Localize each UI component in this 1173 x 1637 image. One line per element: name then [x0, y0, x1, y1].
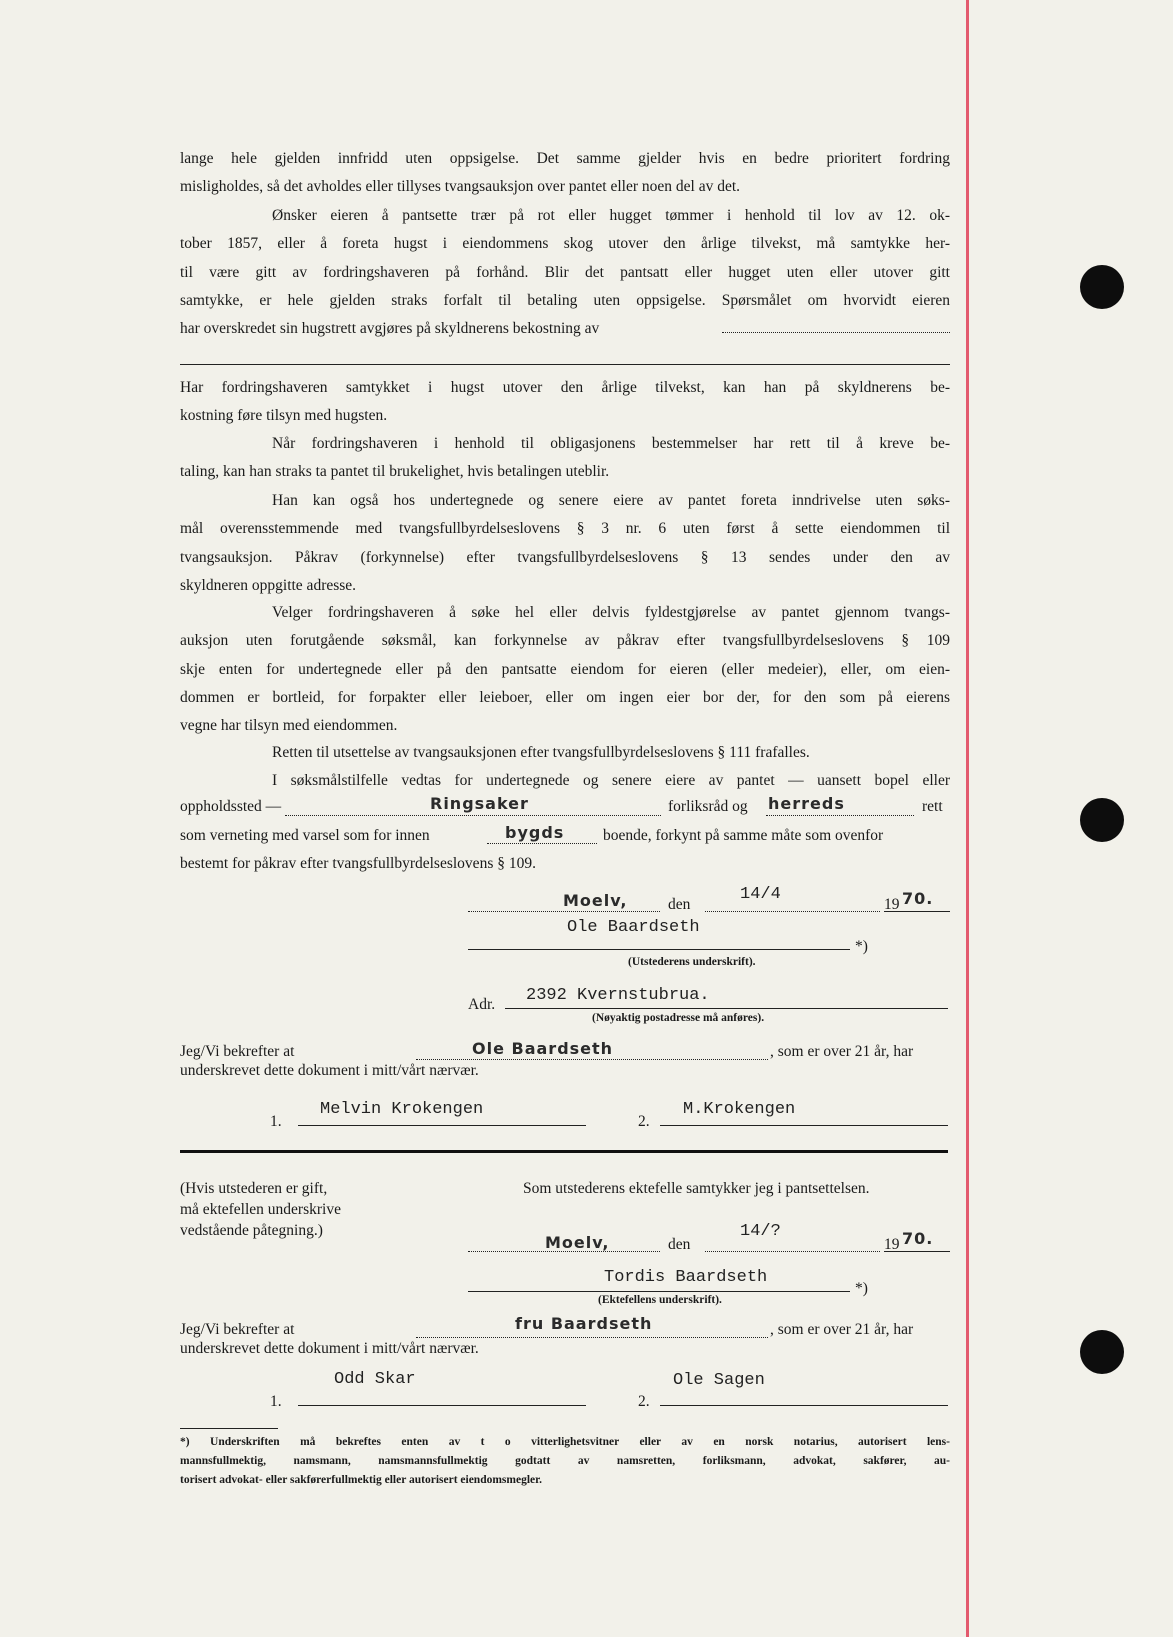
witness1-name1: Melvin Krokengen [320, 1100, 484, 1119]
venue-line2-suffix: boende, forkynt på samme måte som ovenfor [603, 827, 884, 844]
footnote-rule [180, 1428, 278, 1429]
venue-prefix: oppholdssted — [180, 798, 282, 815]
sig1-address-line [505, 1008, 948, 1009]
witness1-suffix: , som er over 21 år, har [770, 1043, 914, 1060]
text-line: Retten til utsettelse av tvangsauksjonen efter tvangsfullbyrdelseslovens § 111 frafalles. [272, 744, 810, 761]
witness2-name: fru Baardseth [515, 1314, 653, 1333]
spouse-place: Moelv, [545, 1233, 610, 1252]
sig1-date: 14/4 [740, 885, 781, 904]
witness2-name2: Ole Sagen [673, 1371, 765, 1390]
sig1-date-line [705, 911, 880, 912]
witness1-name-line [416, 1059, 768, 1060]
punch-hole-middle [1080, 798, 1124, 842]
paragraph-default [180, 145, 950, 202]
sig1-place: Moelv, [563, 891, 628, 910]
spouse-consent: Som utstederens ektefelle samtykker jeg i pantsettelsen. [523, 1180, 870, 1197]
sig1-year: 70. [902, 889, 934, 908]
text-line: tvangsauksjon. Påkrav (forkynnelse) efter tvangsfullbyrdelseslovens § 13 sendes under den av [180, 548, 950, 566]
text-line: vegne har tilsyn med eiendommen. [180, 717, 398, 735]
witness2-label: Jeg/Vi bekrefter at [180, 1321, 295, 1338]
paragraph-collection [180, 487, 950, 600]
text-line: tober 1857, eller å foreta hugst i eiendommens skog utover den årlige tilvekst, må samtykke her- [180, 235, 950, 253]
sig1-year-line [884, 911, 950, 912]
spouse-year-prefix: 19 [884, 1236, 900, 1253]
witness2-name1: Odd Skar [334, 1370, 416, 1389]
text-line: kostning føre tilsyn med hugsten. [180, 407, 388, 425]
text-line: til være gitt av fordringshaveren på forhånd. Blir det pantsatt eller hugget uten eller utover gitt [180, 263, 950, 281]
text-line: I søksmålstilfelle vedtas for undertegnede og senere eiere av pantet — uansett bopel eller [272, 772, 950, 790]
venue-place-line [285, 815, 661, 816]
spouse-star: *) [855, 1280, 868, 1297]
punch-hole-bottom [1080, 1330, 1124, 1374]
text-line: Han kan også hos undertegnede og senere eiere av pantet foreta inndrivelse uten søks- [272, 492, 950, 509]
spouse-date-line [705, 1251, 880, 1252]
text-line: samtykke, er hele gjelden straks forfalt til betaling uten oppsigelse. Spørsmålet om hvorvidt eieren [180, 291, 950, 309]
venue-within-line [487, 843, 597, 844]
sig1-adr-label: Adr. [468, 996, 496, 1013]
footnote [180, 1433, 950, 1490]
venue-line2-prefix: som verneting med varsel som for innen [180, 827, 430, 844]
margin-red-line [966, 0, 969, 1637]
witness1-line2-rule [660, 1125, 948, 1126]
punch-hole-top [1080, 265, 1124, 309]
sig1-den: den [668, 896, 691, 913]
sig1-signer: Ole Baardseth [567, 918, 700, 937]
venue-court: herreds [768, 794, 845, 813]
footnote-line: *) Underskriften må bekreftes enten av t o vitterlighetsvitner eller av en norsk notarius, autorisert lens- [180, 1436, 950, 1448]
assessor-blank-2 [180, 364, 950, 365]
text-line: Ønsker eieren å pantsette trær på rot eller hugget tømmer i henhold til lov av 12. ok- [272, 207, 950, 224]
text-line: skje enten for undertegnede eller på den pantsatte eiendom for eieren (eller medeier), eller, om eien- [180, 660, 950, 678]
venue-suffix: rett [922, 798, 943, 815]
text-line: misligholdes, så det avholdes eller tillyses tvangsauksjon over pantet eller noen del av det. [180, 178, 741, 196]
text-line: lange hele gjelden innfridd uten oppsigelse. Det samme gjelder hvis en bedre prioritert fordring [180, 150, 950, 167]
sig1-signature-line [468, 949, 850, 950]
witness1-name2: M.Krokengen [683, 1100, 796, 1119]
witness1-num2: 2. [638, 1113, 650, 1130]
paragraph-auction [180, 599, 950, 740]
venue-within: bygds [505, 823, 565, 842]
assessor-blank [722, 332, 950, 333]
witness2-line2: underskrevet dette dokument i mitt/vårt nærvær. [180, 1340, 479, 1357]
text-line: mål overensstemmende med tvangsfullbyrdelseslovens § 3 nr. 6 uten først å sette eiendommen til [180, 520, 950, 538]
text-line: taling, kan han straks ta pantet til brukelighet, hvis betalingen uteblir. [180, 463, 610, 481]
spouse-caption: (Ektefellens underskrift). [598, 1294, 722, 1306]
text-line: har overskredet sin hugstrett avgjøres på skyldnerens bekostning av [180, 320, 600, 338]
paragraph-supervision [180, 374, 950, 431]
paragraph-postponement [180, 739, 950, 796]
spouse-note-1: (Hvis utstederen er gift, [180, 1180, 328, 1197]
sig1-year-prefix: 19 [884, 896, 900, 913]
footnote-line: mannsfullmektig, namsmann, namsmannsfullmektig godtatt av namsretten, forliksmann, advokat, sakfører, au- [180, 1455, 950, 1467]
witness1-num1: 1. [270, 1113, 282, 1130]
sig1-caption: (Utstederens underskrift). [628, 956, 756, 968]
text-line: dommen er bortleid, for forpakter eller leieboer, eller om ingen eier bor der, for den som på eierens [180, 688, 950, 706]
spouse-note-3: vedstående påtegning.) [180, 1222, 323, 1239]
venue-middle: forliksråd og [668, 798, 748, 815]
witness2-line2-rule [660, 1405, 948, 1406]
text-line: Har fordringshaveren samtykket i hugst utover den årlige tilvekst, kan han på skyldnerens be- [180, 379, 950, 396]
text-line: Når fordringshaveren i henhold til obligasjonens bestemmelser har rett til å kreve be- [272, 435, 950, 452]
witness1-line1 [298, 1125, 586, 1126]
text-line: Velger fordringshaveren å søke hel eller delvis fyldestgjørelse av pantet gjennom tvangs- [272, 604, 950, 621]
sig1-star: *) [855, 938, 868, 955]
witness2-name-line [416, 1337, 768, 1338]
footnote-line: torisert advokat- eller sakførerfullmektig eller autorisert eiendomsmegler. [180, 1474, 543, 1486]
spouse-signer: Tordis Baardseth [604, 1268, 768, 1287]
witness2-num2: 2. [638, 1393, 650, 1410]
witness1-label: Jeg/Vi bekrefter at [180, 1043, 295, 1060]
paragraph-payment [180, 430, 950, 487]
sig1-address: 2392 Kvernstubrua. [526, 986, 710, 1005]
spouse-signature-line [468, 1291, 850, 1292]
sig1-adr-caption: (Nøyaktig postadresse må anføres). [592, 1012, 765, 1024]
spouse-den: den [668, 1236, 691, 1253]
venue-place: Ringsaker [430, 794, 529, 813]
text-line: skyldneren oppgitte adresse. [180, 576, 357, 594]
paragraph-timber [180, 202, 950, 343]
sig1-place-line [468, 911, 660, 912]
section-divider [180, 1150, 948, 1153]
text-line: auksjon uten forutgående søksmål, kan forkynnelse av påkrav efter tvangsfullbyrdelseslovens § 109 [180, 632, 950, 650]
witness2-line1 [298, 1405, 586, 1406]
spouse-year-line [884, 1251, 950, 1252]
witness1-name: Ole Baardseth [472, 1039, 614, 1058]
witness2-num1: 1. [270, 1393, 282, 1410]
venue-court-line [766, 815, 914, 816]
spouse-note-2: må ektefellen underskrive [180, 1201, 341, 1218]
witness2-suffix: , som er over 21 år, har [770, 1321, 914, 1338]
venue-line3: bestemt for påkrav efter tvangsfullbyrdelseslovens § 109. [180, 855, 536, 872]
spouse-date: 14/? [740, 1222, 781, 1241]
witness1-line2: underskrevet dette dokument i mitt/vårt nærvær. [180, 1062, 479, 1079]
spouse-year: 70. [902, 1229, 934, 1248]
